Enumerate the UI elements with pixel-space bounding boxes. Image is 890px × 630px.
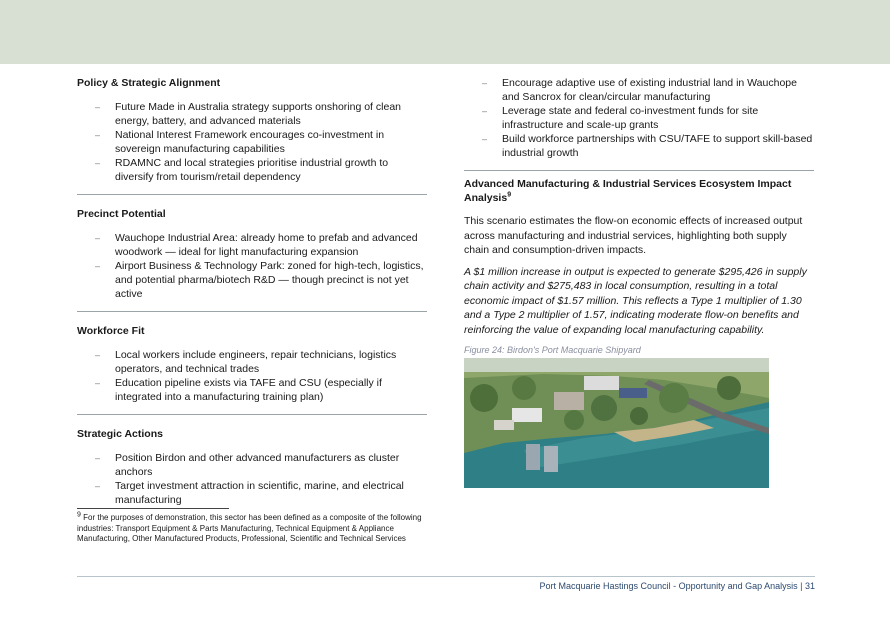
section-divider [77, 414, 427, 415]
list-item: – Local workers include engineers, repair technicians, logistics operators, and technical trades [115, 348, 427, 376]
page-footer: Port Macquarie Hastings Council - Opportunity and Gap Analysis | 31 [539, 581, 815, 591]
actions-list-continued [464, 76, 814, 160]
impact-heading-text: Advanced Manufacturing & Industrial Services Ecosystem Impact Analysis [464, 178, 792, 204]
header-banner [0, 0, 890, 64]
list-item: – Encourage adaptive use of existing industrial land in Wauchope and Sancrox for clean/circular manufacturing [502, 76, 814, 104]
section-divider [77, 311, 427, 312]
list-item: – RDAMNC and local strategies prioritise industrial growth to diversify from tourism/retail dependency [115, 156, 427, 184]
list-item: – National Interest Framework encourages co-investment in sovereign manufacturing capabilities [115, 128, 427, 156]
workforce-list [77, 348, 427, 404]
right-column [464, 76, 814, 493]
figure-caption: Figure 24: Birdon's Port Macquarie Shipyard [464, 345, 641, 355]
footnote-ref: 9 [507, 191, 512, 199]
footnote-text: For the purposes of demonstration, this sector has been defined as a composite of the following industries: Transport Equipment & Parts Manufacturing, Technical Equipment & Appliance Manufacturing, Other Manufactured Products, Professional, Scientific and Technical Services [77, 513, 422, 543]
section-divider [77, 194, 427, 195]
footnote-divider [77, 508, 229, 509]
list-item: – Position Birdon and other advanced manufacturers as cluster anchors [115, 451, 427, 479]
list-item: – Wauchope Industrial Area: already home to prefab and advanced woodwork — ideal for light manufacturing expansion [115, 231, 427, 259]
section-title-policy: Policy & Strategic Alignment [77, 77, 221, 89]
list-item: – Leverage state and federal co-investment funds for site infrastructure and scale-up grants [502, 104, 814, 132]
list-item: – Airport Business & Technology Park: zoned for high-tech, logistics, and potential pharma/biotech R&D — though precinct is not yet active [115, 259, 427, 301]
list-item: – Education pipeline exists via TAFE and CSU (especially if integrated into a manufacturing training plan) [115, 376, 427, 404]
footer-divider [77, 576, 815, 577]
actions-list [77, 451, 427, 507]
section-title-actions: Strategic Actions [77, 428, 163, 440]
section-title-precinct: Precinct Potential [77, 208, 166, 220]
shipyard-photo [464, 358, 769, 488]
precinct-list [77, 231, 427, 301]
list-item: – Build workforce partnerships with CSU/TAFE to support skill-based industrial growth [502, 132, 814, 160]
left-column [77, 76, 427, 507]
policy-list [77, 100, 427, 184]
section-divider [464, 170, 814, 171]
footnote [77, 513, 422, 545]
list-item: – Future Made in Australia strategy supports onshoring of clean energy, battery, and advanced materials [115, 100, 427, 128]
footnote-mark: 9 [77, 511, 81, 519]
section-title-workforce: Workforce Fit [77, 325, 145, 337]
impact-results-paragraph: A $1 million increase in output is expected to generate $295,426 in supply chain activity and $275,483 in local consumption, resulting in a total economic impact of $1.57 million. This reflects a Type 1 multiplier of 1.30 and a Type 2 multiplier of 1.57, indicating moderate flow-on benefits and reinforcing the value of expanding local manufacturing capability. [464, 265, 807, 336]
impact-intro-paragraph: This scenario estimates the flow-on economic effects of increased output across manufacturing and industrial services, highlighting both supply chain and consumption-driven impacts. [464, 215, 803, 256]
list-item: – Target investment attraction in scientific, marine, and electrical manufacturing [115, 479, 427, 507]
impact-analysis-heading [464, 177, 814, 205]
